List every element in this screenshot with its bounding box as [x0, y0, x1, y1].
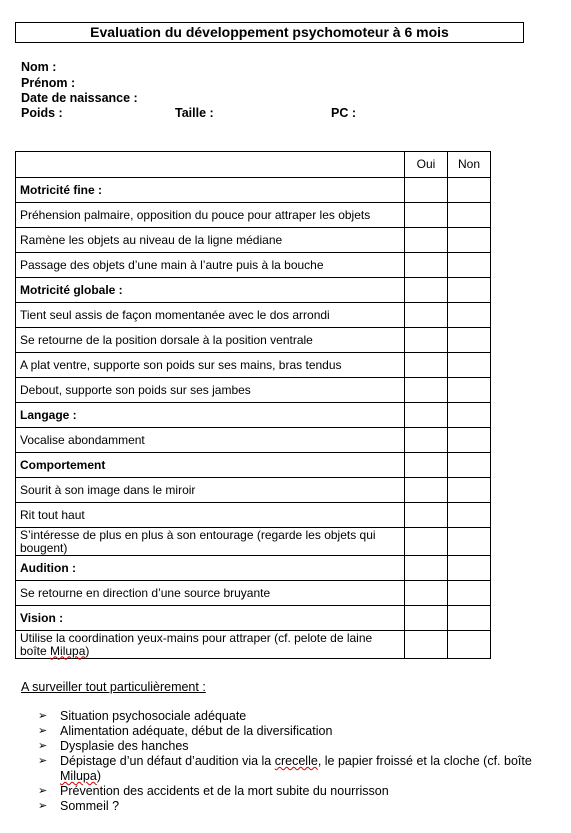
checkbox-cell-oui[interactable]: [405, 478, 448, 503]
checkbox-cell-non[interactable]: [448, 528, 491, 556]
checkbox-cell-non[interactable]: [448, 478, 491, 503]
checkbox-cell-non[interactable]: [448, 403, 491, 428]
list-item: [38, 754, 538, 784]
spellcheck-word: crecelle: [274, 754, 318, 768]
checkbox-cell-non[interactable]: [448, 178, 491, 203]
surveiller-list: [38, 709, 538, 814]
field-nom: Nom :: [21, 60, 57, 74]
checkbox-cell-non[interactable]: [448, 278, 491, 303]
checkbox-cell-oui[interactable]: [405, 453, 448, 478]
criterion-label: A plat ventre, supporte son poids sur ses mains, bras tendus: [16, 353, 405, 378]
list-item: [38, 739, 538, 754]
checkbox-cell-non[interactable]: [448, 228, 491, 253]
evaluation-table: [15, 151, 491, 659]
table-section-row: [16, 403, 491, 428]
section-label: Langage :: [16, 403, 405, 428]
field-prenom: Prénom :: [21, 76, 76, 90]
table-row: [16, 631, 491, 659]
checkbox-cell-oui[interactable]: [405, 631, 448, 659]
criterion-label: Sourit à son image dans le miroir: [16, 478, 405, 503]
table-section-row: [16, 178, 491, 203]
section-label: Motricité globale :: [16, 278, 405, 303]
checkbox-cell-oui[interactable]: [405, 303, 448, 328]
section-label: Comportement: [16, 453, 405, 478]
checkbox-cell-oui[interactable]: [405, 178, 448, 203]
table-row: [16, 228, 491, 253]
table-header-row: [16, 152, 491, 178]
checkbox-cell-oui[interactable]: [405, 378, 448, 403]
criterion-label: Préhension palmaire, opposition du pouce pour attraper les objets: [16, 203, 405, 228]
arrow-bullet-icon: ➢: [38, 755, 48, 767]
field-poids: Poids :: [21, 106, 63, 120]
checkbox-cell-oui[interactable]: [405, 556, 448, 581]
table-section-row: [16, 606, 491, 631]
checkbox-cell-non[interactable]: [448, 378, 491, 403]
document-title: Evaluation du développement psychomoteur à 6 mois: [15, 22, 524, 43]
criterion-label: Vocalise abondamment: [16, 428, 405, 453]
spellcheck-word: Milupa: [50, 643, 86, 658]
criterion-label: Utilise la coordination yeux-mains pour attraper (cf. pelote de laine boîte Milupa): [16, 631, 405, 659]
list-item: [38, 799, 538, 814]
section-label: Audition :: [16, 556, 405, 581]
list-item: [38, 724, 538, 739]
checkbox-cell-oui[interactable]: [405, 503, 448, 528]
checkbox-cell-oui[interactable]: [405, 428, 448, 453]
header-non: Non: [448, 152, 491, 178]
checkbox-cell-oui[interactable]: [405, 606, 448, 631]
checkbox-cell-oui[interactable]: [405, 328, 448, 353]
checkbox-cell-non[interactable]: [448, 631, 491, 659]
arrow-bullet-icon: ➢: [38, 740, 48, 752]
checkbox-cell-non[interactable]: [448, 606, 491, 631]
arrow-bullet-icon: ➢: [38, 785, 48, 797]
checkbox-cell-non[interactable]: [448, 581, 491, 606]
list-item-text: Alimentation adéquate, début de la diversification: [60, 724, 333, 738]
checkbox-cell-non[interactable]: [448, 303, 491, 328]
header-oui: Oui: [405, 152, 448, 178]
checkbox-cell-oui[interactable]: [405, 528, 448, 556]
criterion-label: Passage des objets d’une main à l’autre puis à la bouche: [16, 253, 405, 278]
table-row: [16, 428, 491, 453]
table-row: [16, 353, 491, 378]
checkbox-cell-non[interactable]: [448, 428, 491, 453]
table-row: [16, 303, 491, 328]
checkbox-cell-oui[interactable]: [405, 228, 448, 253]
table-row: [16, 253, 491, 278]
checkbox-cell-non[interactable]: [448, 353, 491, 378]
field-pc: PC :: [331, 106, 356, 120]
list-item-text: Dysplasie des hanches: [60, 739, 189, 753]
checkbox-cell-oui[interactable]: [405, 581, 448, 606]
criterion-label: Se retourne en direction d’une source bruyante: [16, 581, 405, 606]
table-section-row: [16, 453, 491, 478]
checkbox-cell-oui[interactable]: [405, 403, 448, 428]
checkbox-cell-non[interactable]: [448, 503, 491, 528]
list-item: [38, 784, 538, 799]
field-date-naissance: Date de naissance :: [21, 91, 138, 105]
arrow-bullet-icon: ➢: [38, 710, 48, 722]
criterion-label: S’intéresse de plus en plus à son entourage (regarde les objets qui bougent): [16, 528, 405, 556]
checkbox-cell-non[interactable]: [448, 253, 491, 278]
criterion-label: Tient seul assis de façon momentanée avec le dos arrondi: [16, 303, 405, 328]
spellcheck-word: Milupa: [60, 769, 97, 783]
table-row: [16, 203, 491, 228]
criterion-label: Se retourne de la position dorsale à la position ventrale: [16, 328, 405, 353]
checkbox-cell-oui[interactable]: [405, 253, 448, 278]
list-item-text: Prévention des accidents et de la mort subite du nourrisson: [60, 784, 389, 798]
table-section-row: [16, 278, 491, 303]
table-section-row: [16, 556, 491, 581]
table-row: [16, 378, 491, 403]
list-item-text: Dépistage d’un défaut d’audition via la crecelle, le papier froissé et la cloche (cf. boîte Milupa): [60, 754, 532, 783]
checkbox-cell-non[interactable]: [448, 328, 491, 353]
checkbox-cell-oui[interactable]: [405, 203, 448, 228]
criterion-label: Debout, supporte son poids sur ses jambes: [16, 378, 405, 403]
checkbox-cell-oui[interactable]: [405, 278, 448, 303]
field-taille: Taille :: [175, 106, 214, 120]
table-row: [16, 503, 491, 528]
section-label: Motricité fine :: [16, 178, 405, 203]
criterion-label: Ramène les objets au niveau de la ligne médiane: [16, 228, 405, 253]
list-item-text: Sommeil ?: [60, 799, 120, 813]
arrow-bullet-icon: ➢: [38, 800, 48, 812]
checkbox-cell-non[interactable]: [448, 453, 491, 478]
surveiller-heading: A surveiller tout particulièrement :: [21, 680, 206, 694]
arrow-bullet-icon: ➢: [38, 725, 48, 737]
table-row: [16, 328, 491, 353]
criterion-label: Rit tout haut: [16, 503, 405, 528]
list-item-text: Situation psychosociale adéquate: [60, 709, 247, 723]
checkbox-cell-oui[interactable]: [405, 353, 448, 378]
table-row: [16, 581, 491, 606]
table-row: [16, 478, 491, 503]
header-item-blank: [16, 152, 405, 178]
checkbox-cell-non[interactable]: [448, 556, 491, 581]
checkbox-cell-non[interactable]: [448, 203, 491, 228]
list-item: [38, 709, 538, 724]
table-row: [16, 528, 491, 556]
section-label: Vision :: [16, 606, 405, 631]
